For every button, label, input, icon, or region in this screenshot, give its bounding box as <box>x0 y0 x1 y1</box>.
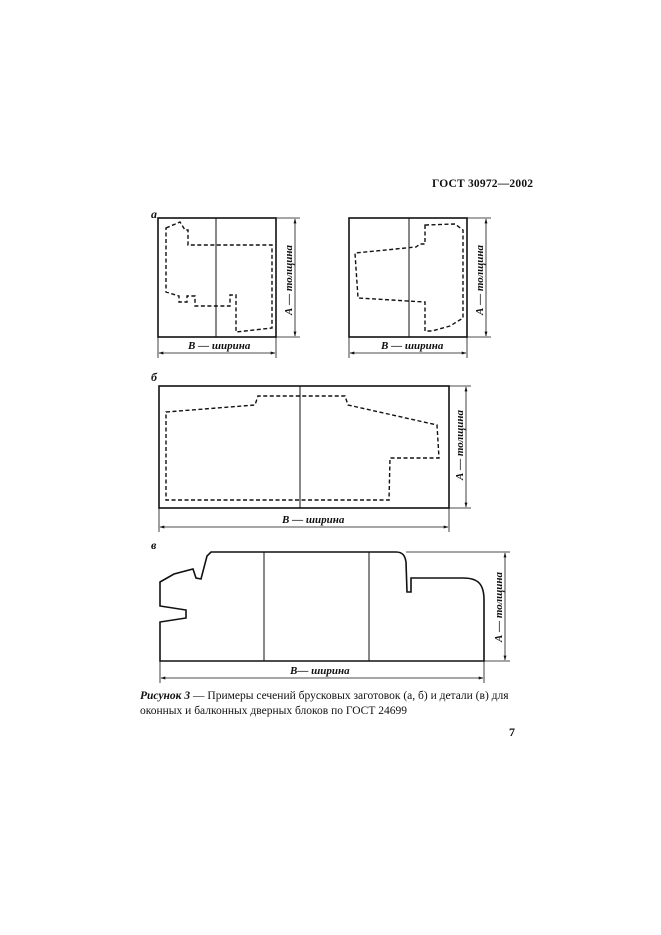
panel-a-left-drawing <box>158 218 276 337</box>
blank-outline <box>349 218 467 337</box>
standard-header: ГОСТ 30972—2002 <box>432 178 534 190</box>
thickness-label-a-right: А — толщина <box>474 244 486 315</box>
page-number: 7 <box>509 725 515 739</box>
caption-text: — Примеры сечений брусковых заготовок (а, б) и детали (в) для оконных и балконных дверных блоков по ГОСТ 24699 <box>140 690 509 717</box>
part-profile <box>160 552 484 661</box>
width-label-a-left: В — ширина <box>188 340 251 352</box>
panel-a-right-drawing <box>349 218 467 337</box>
width-label-v: В— ширина <box>290 665 350 677</box>
panel-v-drawing <box>160 552 484 661</box>
thickness-label-b: А — толщина <box>454 409 466 480</box>
panel-letter-a: а <box>151 207 157 221</box>
figure-caption <box>140 689 520 719</box>
width-label-b: В — ширина <box>282 514 345 526</box>
panel-b-dimensions <box>159 386 471 532</box>
section-contour <box>166 396 439 500</box>
panel-letter-v: в <box>151 538 157 552</box>
thickness-label-a-left: А — толщина <box>283 244 295 315</box>
panel-letter-b: б <box>151 370 157 384</box>
width-label-a-right: В — ширина <box>381 340 444 352</box>
blank-outline <box>158 218 276 337</box>
panel-v-dimensions <box>160 552 510 683</box>
blank-outline <box>159 386 449 508</box>
section-contour <box>166 222 272 332</box>
thickness-label-v: А — толщина <box>493 571 505 642</box>
caption-label: Рисунок 3 <box>140 690 191 702</box>
panel-b-drawing <box>159 386 449 508</box>
